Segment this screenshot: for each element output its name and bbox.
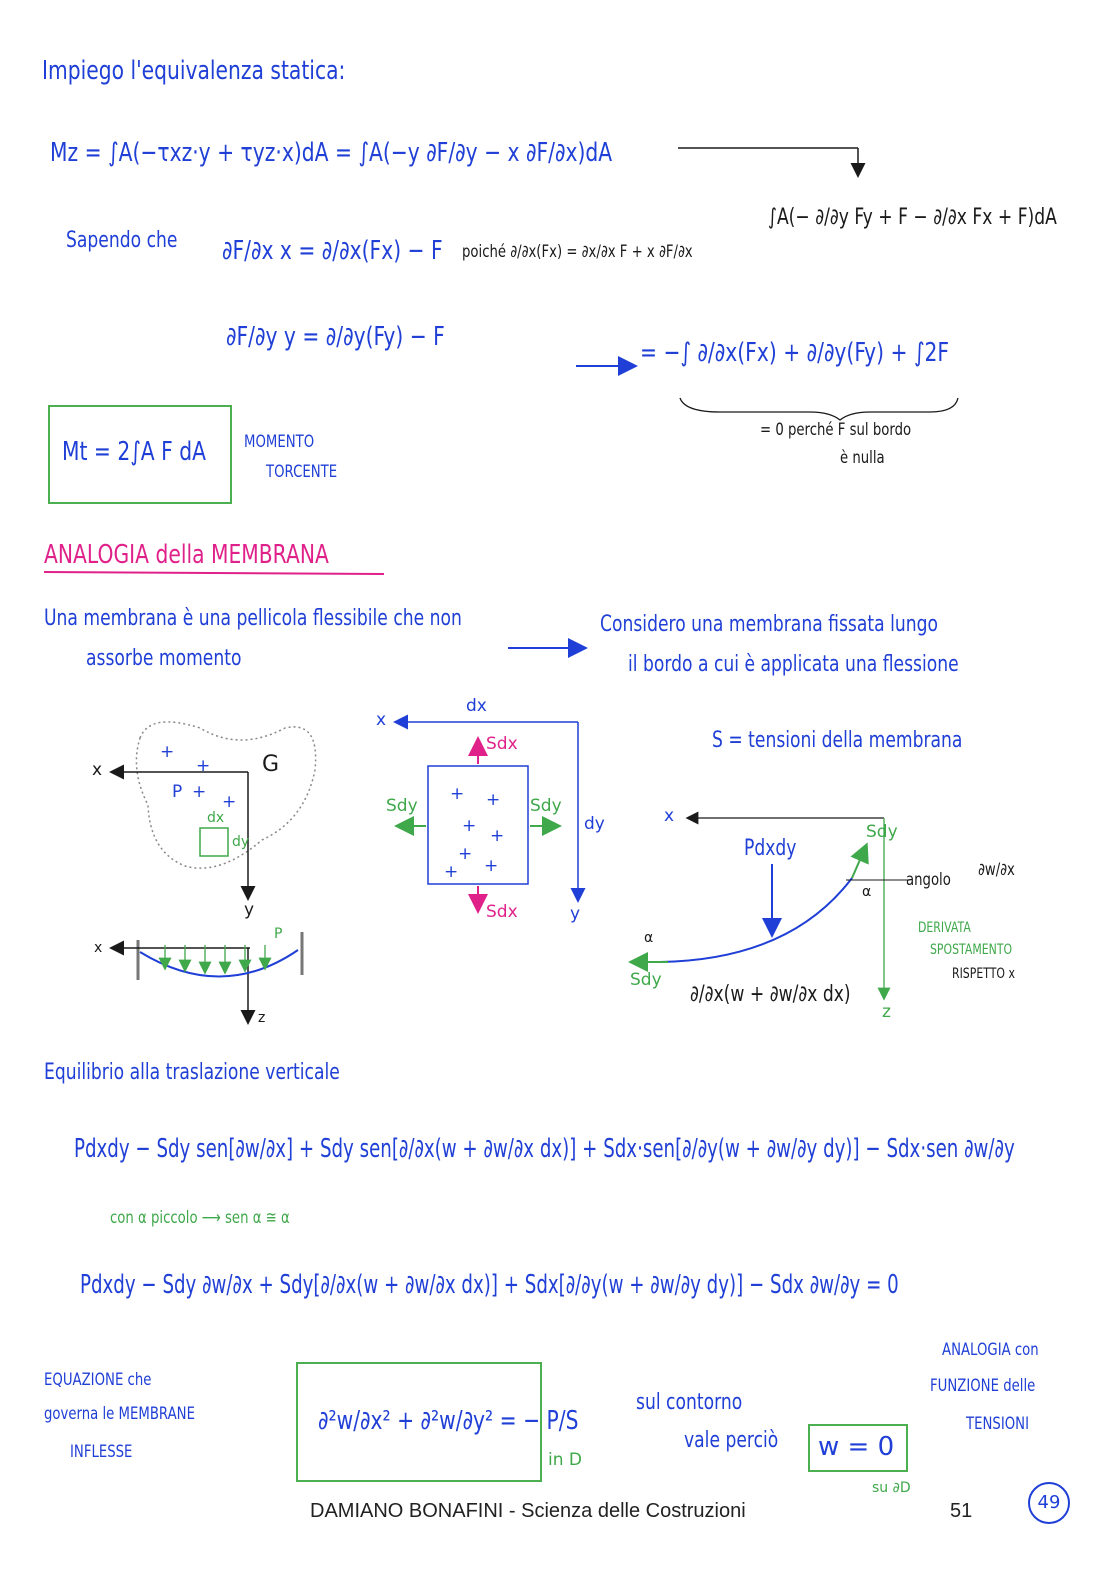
page-number: 51	[950, 1500, 973, 1522]
fig3-sdy-left-label: Sdy	[630, 970, 662, 990]
fig3-alpha-label-2: α	[862, 884, 872, 900]
fig3-derivata-label: DERIVATA	[918, 920, 971, 936]
eq-label-1: EQUAZIONE che	[44, 1370, 152, 1390]
fig1-deflection	[140, 950, 298, 977]
mz-equation: Mz = ∫A(−τxz·y + τyz·x)dA = ∫A(−y ∂F/∂y − x ∂F/∂x)dA	[50, 138, 613, 168]
fig3-angolo-label: angolo	[906, 870, 951, 890]
page-title: Impiego l'equivalenza statica:	[42, 56, 346, 86]
fig2-plus: +	[486, 790, 501, 810]
membrane-def-1: Una membrana è una pellicola flessibile che non	[44, 606, 462, 631]
equilibrium-eq2: Pdxdy − Sdy ∂w/∂x + Sdy[∂/∂x(w + ∂w/∂x dx)] + Sdx[∂/∂y(w + ∂w/∂y dy)] − Sdx ∂w/∂y = 0	[80, 1270, 899, 1300]
fig1-G-label: G	[262, 752, 280, 777]
fig1-P-load-label: P	[274, 926, 283, 942]
underbrace	[680, 398, 958, 420]
fig2-sdy-right-label: Sdy	[530, 796, 562, 816]
fig2-plus: +	[458, 844, 473, 864]
analogy-2: FUNZIONE delle	[930, 1376, 1036, 1396]
sapendo-label: Sapendo che	[66, 228, 178, 253]
eq-label-2: governa le MEMBRANE	[44, 1404, 195, 1424]
fig3-load-label: Pdxdy	[744, 836, 797, 861]
fig2-y-label: y	[570, 904, 581, 924]
fig1-plus: +	[192, 782, 207, 802]
fig2-plus: +	[444, 862, 459, 882]
fig2-dy-label: dy	[584, 814, 605, 834]
in-D-label: in D	[548, 1450, 582, 1470]
zero-note-2: è nulla	[840, 448, 885, 468]
small-angle-note: con α piccolo ⟶ sen α ≅ α	[110, 1208, 290, 1228]
fig3-bottom-expression: ∂/∂x(w + ∂w/∂x dx)	[690, 982, 851, 1007]
fig3-sdy-right-label: Sdy	[866, 822, 898, 842]
contorno-2: vale perciò	[684, 1428, 779, 1453]
zero-note-1: = 0 perché F sul bordo	[760, 420, 912, 440]
fig2-plus: +	[490, 826, 505, 846]
fig2-element	[428, 766, 528, 884]
fig1-dy-label: dy	[232, 834, 250, 850]
torque-equation: Mt = 2∫A F dA	[62, 437, 206, 467]
fig1-load-arrows	[165, 945, 265, 972]
fig1-P-label: P	[172, 782, 183, 802]
fig3-deflection	[660, 878, 852, 962]
membrane-equation: ∂²w/∂x² + ∂²w/∂y² = − P/S	[318, 1406, 579, 1436]
fig1-y-label: y	[244, 900, 255, 920]
relation-y: ∂F/∂y y = ∂/∂y(Fy) − F	[226, 322, 445, 352]
fig1-plus: +	[222, 792, 237, 812]
fig3-spostamento-label: SPOSTAMENTO	[930, 942, 1013, 958]
fig3-alpha-label: α	[644, 930, 654, 946]
contorno-1: sul contorno	[636, 1390, 743, 1415]
su-dD-label: su ∂D	[872, 1480, 911, 1496]
fig1-x2-label: x	[94, 940, 103, 956]
momento-label: MOMENTO	[244, 432, 315, 452]
fig3-sdy-arrow-right	[852, 846, 866, 878]
equilibrium-title: Equilibrio alla traslazione verticale	[44, 1060, 340, 1085]
section-title: ANALOGIA della MEMBRANA	[44, 540, 329, 570]
fig3-rispetto-label: RISPETTO x	[952, 966, 1015, 982]
tension-definition: S = tensioni della membrana	[712, 728, 963, 753]
fig3-angolo-frac: ∂w/∂x	[978, 860, 1015, 880]
boundary-condition: w = 0	[818, 1432, 895, 1462]
consider-1: Considero una membrana fissata lungo	[600, 612, 938, 637]
fig2-plus: +	[484, 856, 499, 876]
fig2-dx-label: dx	[466, 696, 487, 716]
fig3-z-label: z	[882, 1002, 891, 1022]
fig3-x-label: x	[664, 806, 675, 826]
eq-label-3: INFLESSE	[70, 1442, 133, 1462]
fig1-plus: +	[196, 756, 211, 776]
relation-x: ∂F/∂x x = ∂/∂x(Fx) − F	[222, 236, 443, 266]
fig2-sdx-top-label: Sdx	[486, 734, 518, 754]
side-integral: ∫A(− ∂/∂y Fy + F − ∂/∂x Fx + F)dA	[768, 205, 1057, 230]
circled-page-number: 49	[1028, 1482, 1070, 1524]
fig1-element	[200, 828, 228, 856]
fig1-plus: +	[160, 742, 175, 762]
fig1-x-label: x	[92, 760, 103, 780]
consider-2: il bordo a cui è applicata una flessione	[628, 652, 959, 677]
fig2-plus: +	[450, 784, 465, 804]
poiche-note: poiché ∂/∂x(Fx) = ∂x/∂x F + x ∂F/∂x	[462, 242, 693, 262]
torcente-label: TORCENTE	[266, 462, 338, 482]
fig2-sdy-left-label: Sdy	[386, 796, 418, 816]
footer-text: DAMIANO BONAFINI - Scienza delle Costruzioni	[310, 1500, 746, 1522]
fig2-x-label: x	[376, 710, 387, 730]
analogy-1: ANALOGIA con	[942, 1340, 1039, 1360]
fig2-plus: +	[462, 816, 477, 836]
membrane-def-2: assorbe momento	[86, 646, 242, 671]
fig1-z-label: z	[258, 1010, 266, 1026]
result-expression: = −∫ ∂/∂x(Fx) + ∂/∂y(Fy) + ∫2F	[640, 338, 950, 368]
title-underline	[44, 572, 384, 574]
equilibrium-eq1: Pdxdy − Sdy sen[∂w/∂x] + Sdy sen[∂/∂x(w + ∂w/∂x dx)] + Sdx·sen[∂/∂y(w + ∂w/∂y dy)] − Sdx·sen ∂w/∂y	[74, 1134, 1015, 1164]
analogy-3: TENSIONI	[966, 1414, 1029, 1434]
fig2-sdx-bottom-label: Sdx	[486, 902, 518, 922]
fig1-dx-label: dx	[207, 810, 225, 826]
